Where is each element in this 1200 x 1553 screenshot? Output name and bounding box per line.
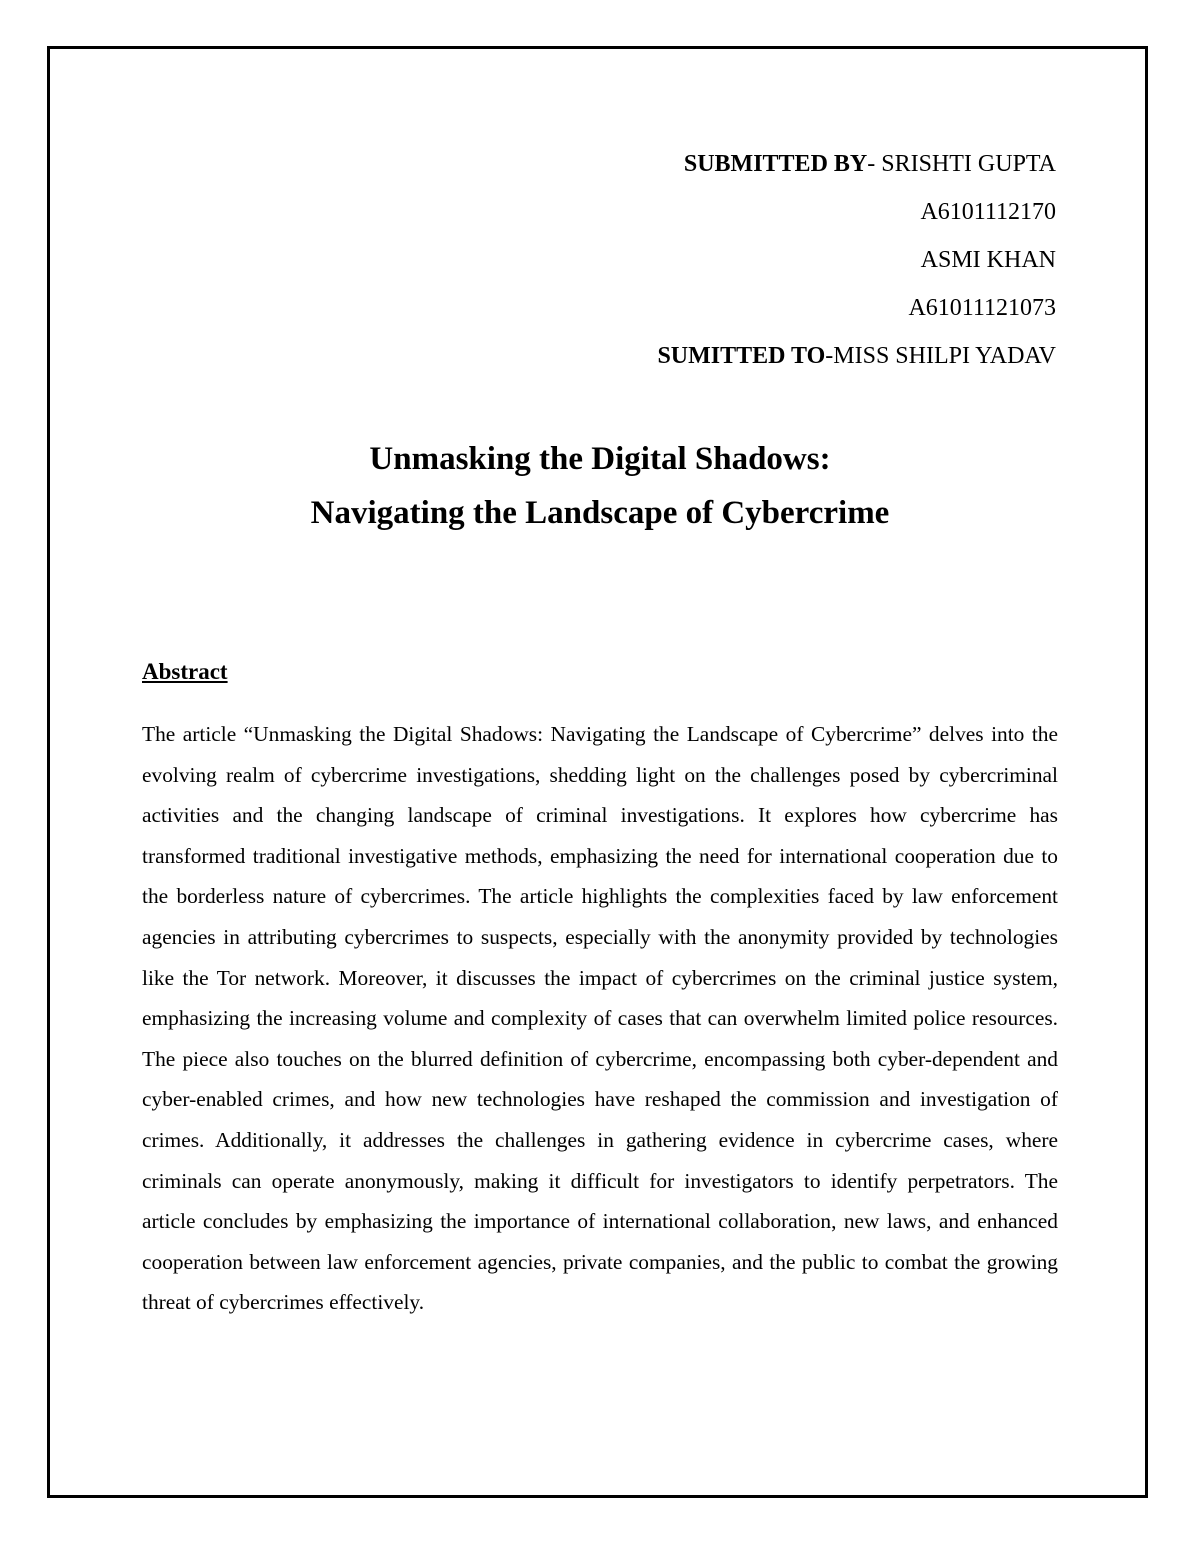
abstract-body: The article “Unmasking the Digital Shadows: Navigating the Landscape of Cybercrime” delves into the evolving realm of cybercrime investigations, shedding light on the challenges posed by cybercriminal activities and the changing landscape of criminal investigations. It explores how cybercrime has transformed traditional investigative methods, emphasizing the need for international cooperation due to the borderless nature of cybercrimes. The article highlights the complexities faced by law enforcement agencies in attributing cybercrimes to suspects, especially with the anonymity provided by technologies like the Tor network. Moreover, it discusses the impact of cybercrimes on the criminal justice system, emphasizing the increasing volume and complexity of cases that can overwhelm limited police resources. The piece also touches on the blurred definition of cybercrime, encompassing both cyber-dependent and cyber-enabled crimes, and how new technologies have reshaped the commission and investigation of crimes. Additionally, it addresses the challenges in gathering evidence in cybercrime cases, where criminals can operate anonymously, making it difficult for investigators to identify perpetrators. The article concludes by emphasizing the importance of international collaboration, new laws, and enhanced cooperation between law enforcement agencies, private companies, and the public to combat the growing threat of cybercrimes effectively. — [142, 722, 1058, 1315]
submitted-by-label: SUBMITTED BY — [683, 151, 868, 177]
submission-details — [657, 140, 1056, 380]
submitted-by-line — [657, 140, 1056, 188]
author1-id: A6101112170 — [920, 199, 1056, 225]
submitted-to-label: SUMITTED TO — [657, 343, 826, 369]
author2-name: ASMI KHAN — [920, 247, 1056, 273]
document-title — [0, 432, 1200, 540]
title-line-1: Unmasking the Digital Shadows: — [369, 441, 831, 477]
author2-id: A61011121073 — [908, 295, 1056, 321]
submitted-by-separator: - — [867, 151, 882, 177]
submitted-to-value: -MISS SHILPI YADAV — [825, 343, 1056, 369]
author1-name: SRISHTI GUPTA — [881, 151, 1056, 177]
abstract-heading: Abstract — [142, 659, 228, 684]
title-line-2: Navigating the Landscape of Cybercrime — [310, 495, 890, 531]
submitted-to-line — [657, 332, 1056, 380]
